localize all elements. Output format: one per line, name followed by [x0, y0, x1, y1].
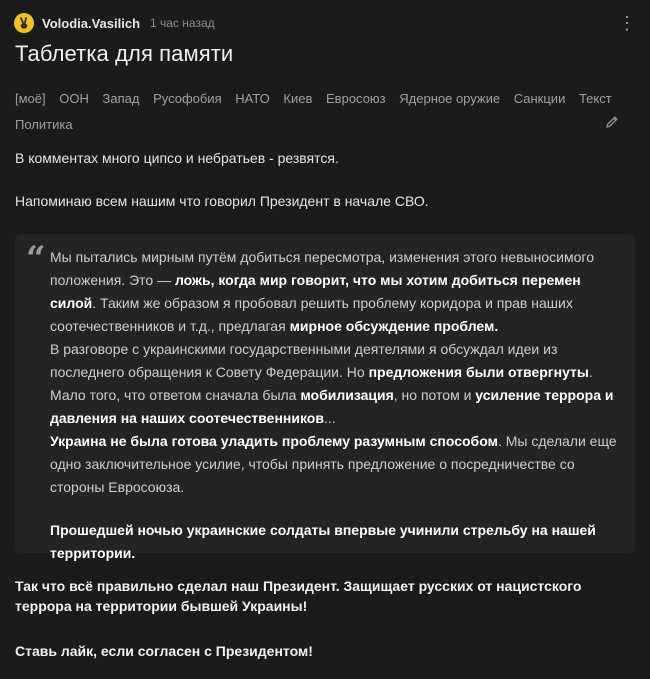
quote-bold-segment: мобилизация [300, 387, 394, 403]
quote-text [50, 246, 623, 565]
quote-segment: ... [323, 410, 336, 426]
quote-bold-segment: мирное обсуждение проблем. [289, 318, 499, 334]
author-name[interactable]: Volodia.Vasilich [42, 15, 141, 31]
body-paragraph: Напоминаю всем нашим что говорил Президент в начале СВО. [15, 193, 429, 209]
body-paragraph: В комментах много ципсо и небратьев - резвятся. [15, 150, 339, 166]
blockquote [15, 234, 635, 561]
post-title[interactable]: Таблетка для памяти [15, 41, 234, 66]
quote-segment: В разговоре с украинскими государственными деятелями я обсуждал идеи из последнего обращения к Совету Федерации. Но [50, 341, 558, 380]
more-dots-icon[interactable]: ⋮ [618, 13, 636, 33]
body-paragraph: Ставь лайк, если согласен с Президентом! [15, 643, 313, 659]
body-paragraph: Так что всё правильно сделал наш Президент. Защищает русских от нацистского террора на территории бывшей Украины! [15, 578, 582, 614]
tag-item[interactable]: Русофобия [153, 91, 222, 106]
quote-segment: . Мало того, что ответом сначала была [50, 364, 593, 403]
tag-item[interactable]: [моё] [15, 91, 46, 106]
tag-item[interactable]: НАТО [235, 91, 270, 106]
post-header [14, 12, 636, 34]
post-time: 1 час назад [150, 16, 215, 30]
quote-segment: , но потом и [393, 387, 476, 403]
quote-segment: . Мы сделали еще одно заключительное усилие, чтобы принять предложение о посредничестве со стороны Евросоюза. [50, 433, 617, 495]
tag-item[interactable]: Запад [102, 91, 140, 106]
tag-item[interactable]: Текст [578, 91, 612, 106]
quote-final-line: Прошедшей ночью украинские солдаты впервые учинили стрельбу на нашей территории. [50, 522, 596, 561]
tag-item[interactable]: Евросоюз [326, 91, 386, 106]
tag-item[interactable]: Киев [283, 91, 313, 106]
quote-bold-segment: предложения были отвергнуты [368, 364, 589, 380]
tag-item[interactable]: ООН [59, 91, 89, 106]
quote-segment: . Таким же образом я пробовал решить проблему коридора и прав наших соотечественников и т.д., предлагая [50, 295, 573, 334]
victory-hand-icon [17, 16, 31, 30]
tag-list [15, 86, 630, 112]
quote-segment: Мы пытались мирным путём добиться пересмотра, изменения этого невыносимого положения. Это — [50, 249, 594, 288]
quote-bold-segment: Украина не была готова уладить проблему разумным способом [50, 433, 498, 449]
tag-item[interactable]: Санкции [513, 91, 566, 106]
pencil-icon[interactable] [604, 114, 620, 130]
tag-item[interactable]: Ядерное оружие [399, 91, 501, 106]
tag-item[interactable]: Политика [15, 117, 73, 132]
avatar[interactable] [14, 13, 34, 33]
quote-bold-segment: ложь, когда мир говорит, что мы хотим добиться перемен силой [50, 272, 581, 311]
quote-bold-segment: усиление террора и давления на наших соотечественников [50, 387, 614, 426]
quote-mark-icon: “ [26, 239, 46, 279]
